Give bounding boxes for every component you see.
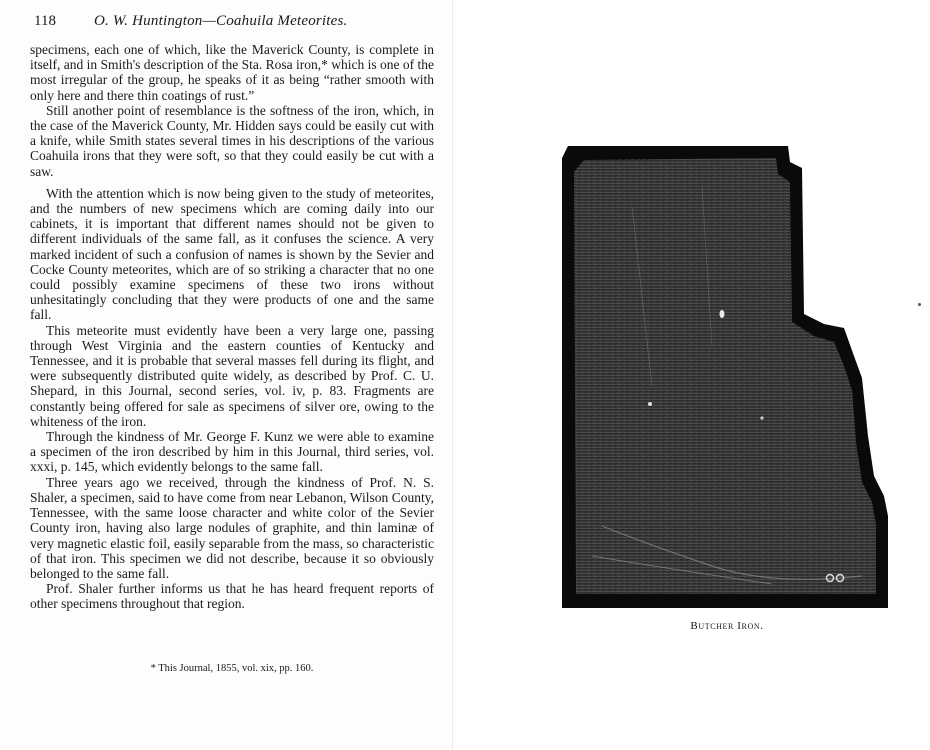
paragraph: With the attention which is now being given to the study of meteorites, and the numbers of new specimens which are coming daily into our cabinets, it is important that different names should not be given to different individuals of the same fall, as it confuses the science. A very marked incident of such a confusion of names is shown by the Sevier and Cocke County meteorites, which are of so striking a character that no one could possibly examine specimens of these two irons without unhesitatingly concluding that they were products of one and the same fall. <box>30 185 434 323</box>
body-text <box>30 42 434 612</box>
inclusion-mark <box>760 416 763 419</box>
left-page <box>0 0 452 750</box>
paragraph: Through the kindness of Mr. George F. Kunz we were able to examine a specimen of the iron described by him in this Journal, third series, vol. xxxi, p. 145, which evidently belongs to the same fall. <box>30 429 434 475</box>
inclusion-mark <box>720 310 725 318</box>
paper-speck <box>918 303 921 306</box>
meteorite-plate <box>562 146 890 608</box>
paragraph: This meteorite must evidently have been a very large one, passing through West Virginia and the eastern counties of Kentucky and Tennessee, and it is probable that several masses fell during its flight, and were subsequently distributed quite widely, as described by Prof. C. U. Shepard, in this Journal, second series, vol. iv, p. 83. Fragments are constantly being offered for sale as specimens of silver ore, owing to the whiteness of the iron. <box>30 322 434 429</box>
footnote: * This Journal, 1855, vol. xix, pp. 160. <box>150 663 314 674</box>
paragraph: specimens, each one of which, like the Maverick County, is complete in itself, and in Smith's description of the Sta. Rosa iron,* which is one of the most irregular of the group, he speaks of it as being “rather smooth with only here and there thin coatings of rust.” <box>30 42 435 103</box>
paragraph: Three years ago we received, through the kindness of Prof. N. S. Shaler, a specimen, said to have come from near Lebanon, Wilson County, Tennessee, with the same loose character and white color of the Sevier County iron, having also large nodules of graphite, and thin laminæ of very magnetic elastic foil, easily separable from the mass, so characteristic of that iron. This specimen we did not describe, because it so obviously belonged to the same fall. <box>30 474 434 581</box>
running-head: O. W. Huntington—Coahuila Meteorites. <box>94 13 348 29</box>
meteorite-image <box>562 146 890 608</box>
paragraph: Still another point of resemblance is the softness of the iron, which, in the case of the Maverick County, Mr. Hidden says could be easily cut with a knife, while Smith states several times in his descriptions of the various Coahuila irons that they were soft, so that they could easily be cut with a saw. <box>30 102 434 179</box>
page-number: 118 <box>34 13 56 29</box>
paragraph: Prof. Shaler further informs us that he has heard frequent reports of other specimens throughout that region. <box>30 581 434 612</box>
inclusion-mark <box>648 402 652 406</box>
page-header <box>34 13 434 35</box>
plate-caption: Butcher Iron. <box>690 620 764 632</box>
